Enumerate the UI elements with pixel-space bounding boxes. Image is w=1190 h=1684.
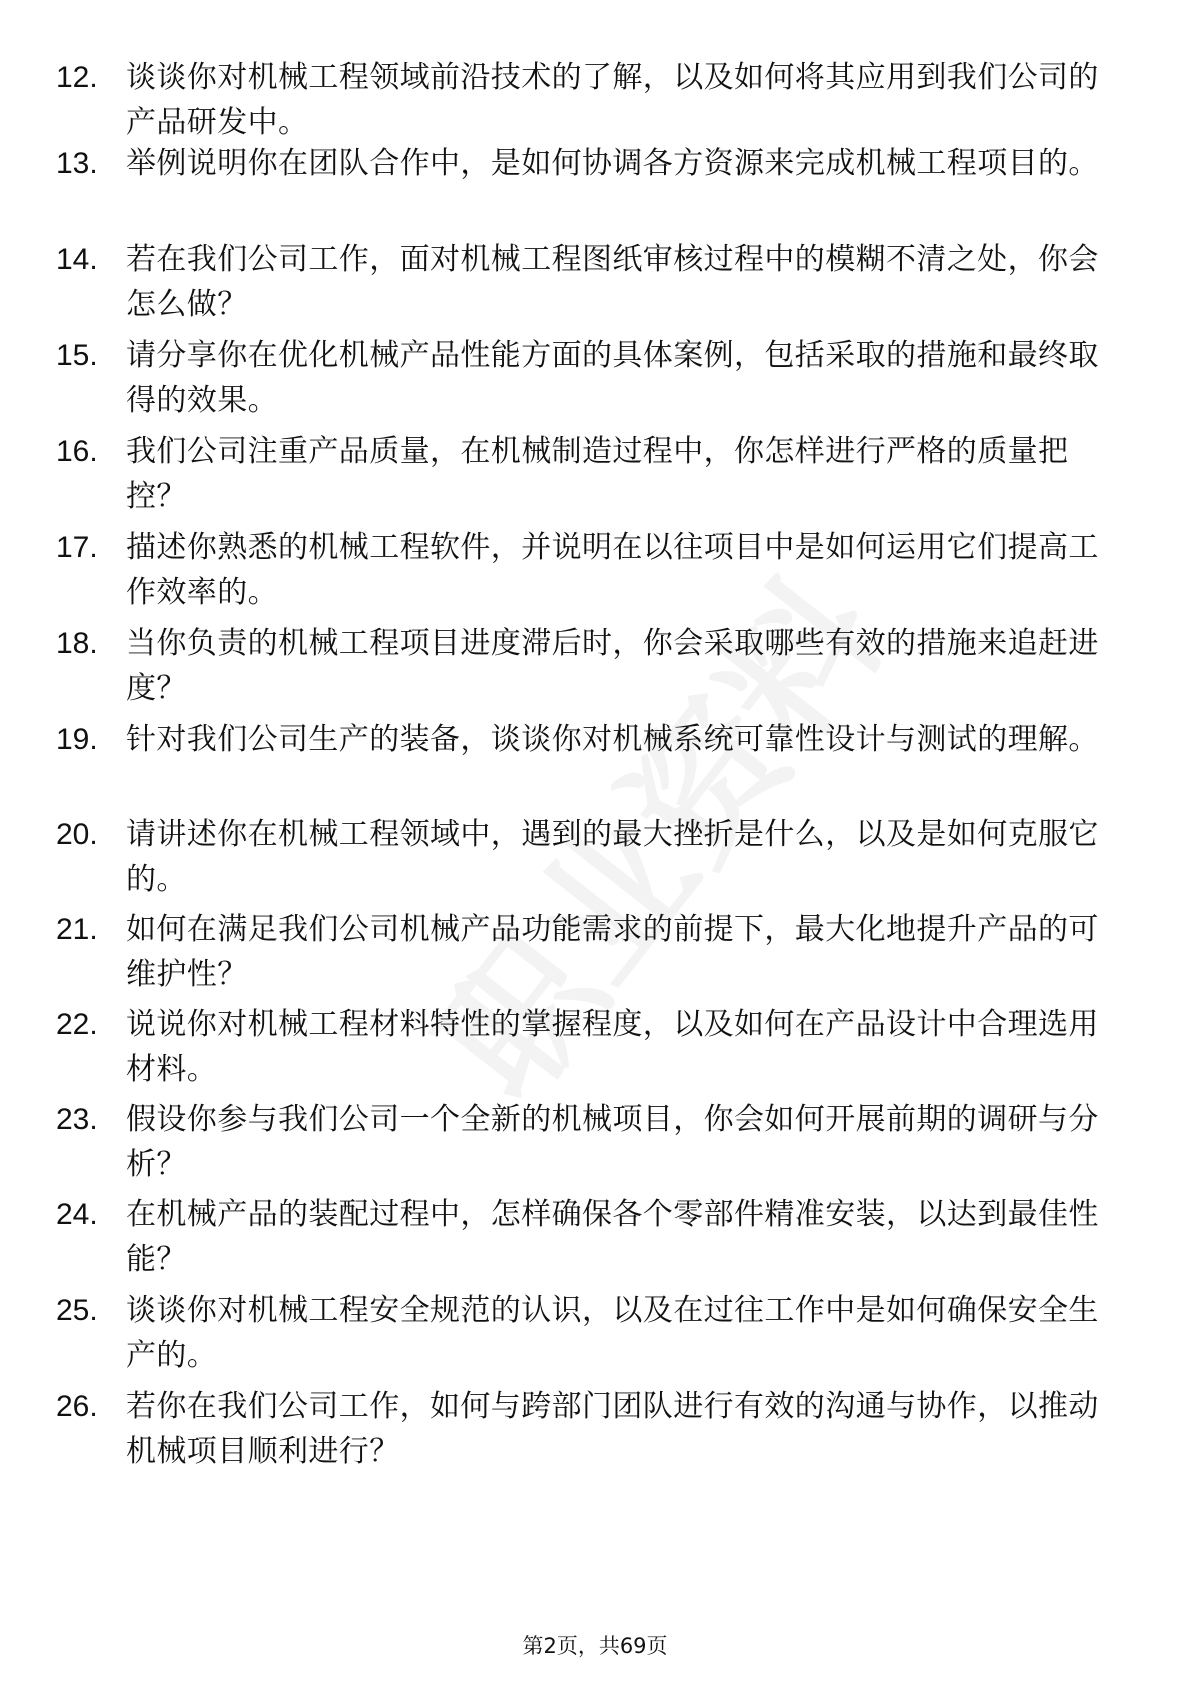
question-number: 24. <box>56 1198 98 1231</box>
question-number: 15. <box>56 339 98 372</box>
question-number: 20. <box>56 818 98 851</box>
question-number: 13. <box>56 147 98 180</box>
question-item <box>0 237 1190 327</box>
question-number: 26. <box>56 1390 98 1423</box>
question-text: 我们公司注重产品质量，在机械制造过程中，你怎样进行严格的质量把控？ <box>126 434 1069 514</box>
question-text: 若在我们公司工作，面对机械工程图纸审核过程中的模糊不清之处，你会怎么做？ <box>126 242 1099 322</box>
question-text: 请分享你在优化机械产品性能方面的具体案例，包括采取的措施和最终取得的效果。 <box>126 338 1099 418</box>
question-text: 针对我们公司生产的装备，谈谈你对机械系统可靠性设计与测试的理解。 <box>126 722 1099 757</box>
question-text: 在机械产品的装配过程中，怎样确保各个零部件精准安装，以达到最佳性能？ <box>126 1197 1099 1277</box>
question-text: 当你负责的机械工程项目进度滞后时，你会采取哪些有效的措施来追赶进度？ <box>126 626 1099 706</box>
question-item <box>0 1097 1190 1187</box>
question-text: 谈谈你对机械工程领域前沿技术的了解，以及如何将其应用到我们公司的产品研发中。 <box>126 60 1099 140</box>
question-item <box>0 1384 1190 1474</box>
question-item <box>0 429 1190 519</box>
question-item <box>0 1192 1190 1282</box>
question-item <box>0 333 1190 423</box>
question-number: 22. <box>56 1008 98 1041</box>
question-item <box>0 55 1190 145</box>
question-text: 谈谈你对机械工程安全规范的认识，以及在过往工作中是如何确保安全生产的。 <box>126 1293 1099 1373</box>
question-item <box>0 907 1190 997</box>
question-item <box>0 812 1190 902</box>
question-number: 17. <box>56 531 98 564</box>
question-number: 21. <box>56 913 98 946</box>
question-item <box>0 1288 1190 1378</box>
question-text: 若你在我们公司工作，如何与跨部门团队进行有效的沟通与协作，以推动机械项目顺利进行？ <box>126 1389 1099 1469</box>
page-number: 第2页，共69页 <box>522 1634 668 1658</box>
question-text: 描述你熟悉的机械工程软件，并说明在以往项目中是如何运用它们提高工作效率的。 <box>126 530 1099 610</box>
question-number: 18. <box>56 627 98 660</box>
question-text: 假设你参与我们公司一个全新的机械项目，你会如何开展前期的调研与分析？ <box>126 1102 1099 1182</box>
question-number: 25. <box>56 1294 98 1327</box>
question-text: 如何在满足我们公司机械产品功能需求的前提下，最大化地提升产品的可维护性？ <box>126 912 1099 992</box>
question-item <box>0 141 1190 231</box>
question-text: 举例说明你在团队合作中，是如何协调各方资源来完成机械工程项目的。 <box>126 146 1099 181</box>
question-item <box>0 717 1190 807</box>
question-number: 23. <box>56 1103 98 1136</box>
question-item <box>0 525 1190 615</box>
question-number: 19. <box>56 723 98 756</box>
question-number: 12. <box>56 61 98 94</box>
question-text: 请讲述你在机械工程领域中，遇到的最大挫折是什么，以及是如何克服它的。 <box>126 817 1099 897</box>
question-text: 说说你对机械工程材料特性的掌握程度，以及如何在产品设计中合理选用材料。 <box>126 1007 1099 1087</box>
question-item <box>0 1002 1190 1092</box>
question-item <box>0 621 1190 711</box>
question-number: 16. <box>56 435 98 468</box>
question-number: 14. <box>56 243 98 276</box>
